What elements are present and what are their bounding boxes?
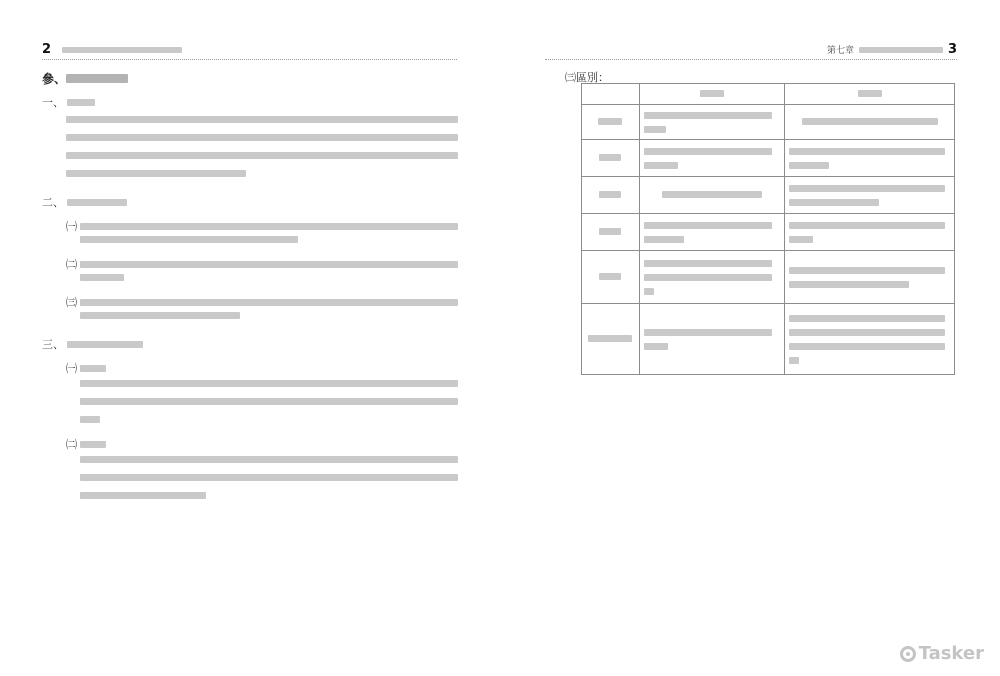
list-item: ㈢ bbox=[66, 294, 458, 310]
item-two-heading: 二、 bbox=[42, 194, 127, 210]
table-cell bbox=[639, 140, 784, 177]
table-cell bbox=[639, 304, 784, 375]
sub-heading-advantages: ㈠ bbox=[66, 360, 106, 376]
table-cell bbox=[639, 177, 784, 214]
paragraph-line bbox=[66, 170, 246, 177]
table-row bbox=[582, 214, 955, 251]
paragraph-line bbox=[66, 152, 458, 159]
paragraph-line bbox=[80, 398, 458, 405]
sub-heading-disadvantages: ㈡ bbox=[66, 436, 106, 452]
table-cell bbox=[785, 177, 955, 214]
chapter-label: 第七章 bbox=[826, 46, 854, 56]
paragraph-line bbox=[80, 416, 100, 423]
paragraph-line bbox=[66, 134, 458, 141]
table-cell bbox=[639, 251, 784, 304]
table-cell bbox=[785, 251, 955, 304]
paragraph-line bbox=[80, 274, 124, 281]
paragraph-line bbox=[80, 492, 206, 499]
row-label bbox=[582, 251, 640, 304]
table-header-row bbox=[582, 84, 955, 105]
row-label bbox=[582, 304, 640, 375]
right-page-number: 3 bbox=[947, 42, 957, 57]
paragraph-line bbox=[80, 474, 458, 481]
table-header-cell bbox=[582, 84, 640, 105]
list-item: ㈠ bbox=[66, 218, 458, 234]
left-page-header bbox=[42, 43, 457, 60]
comparison-table bbox=[581, 83, 955, 375]
paragraph-line bbox=[80, 236, 298, 243]
chapter-title bbox=[859, 47, 943, 53]
table-row bbox=[582, 140, 955, 177]
table-header-cell bbox=[639, 84, 784, 105]
table-row bbox=[582, 177, 955, 214]
left-header-title bbox=[62, 45, 182, 55]
item-three-heading: 三、 bbox=[42, 336, 143, 352]
row-label bbox=[582, 177, 640, 214]
watermark-text: Tasker bbox=[918, 643, 984, 664]
table-row bbox=[582, 105, 955, 140]
table-cell bbox=[639, 105, 784, 140]
table-row bbox=[582, 304, 955, 375]
row-label bbox=[582, 214, 640, 251]
paragraph-line bbox=[80, 380, 458, 387]
tasker-logo-icon bbox=[900, 646, 916, 662]
table-cell bbox=[785, 140, 955, 177]
table-cell bbox=[639, 214, 784, 251]
table-row bbox=[582, 251, 955, 304]
tasker-watermark bbox=[900, 643, 984, 664]
right-page bbox=[500, 0, 1000, 676]
row-label bbox=[582, 105, 640, 140]
table-cell bbox=[785, 105, 955, 140]
list-item: ㈡ bbox=[66, 256, 458, 272]
paragraph-line bbox=[80, 456, 458, 463]
table-header-cell bbox=[785, 84, 955, 105]
paragraph-line bbox=[80, 312, 240, 319]
paragraph-line bbox=[66, 116, 458, 123]
item-one-heading: 一、 bbox=[42, 94, 95, 110]
table-cell bbox=[785, 214, 955, 251]
right-page-header bbox=[545, 43, 957, 60]
section-heading: 參、 bbox=[42, 70, 128, 87]
left-page-number: 2 bbox=[42, 42, 52, 57]
table-cell bbox=[785, 304, 955, 375]
row-label bbox=[582, 140, 640, 177]
compare-label: ㈢區別： bbox=[565, 71, 609, 84]
